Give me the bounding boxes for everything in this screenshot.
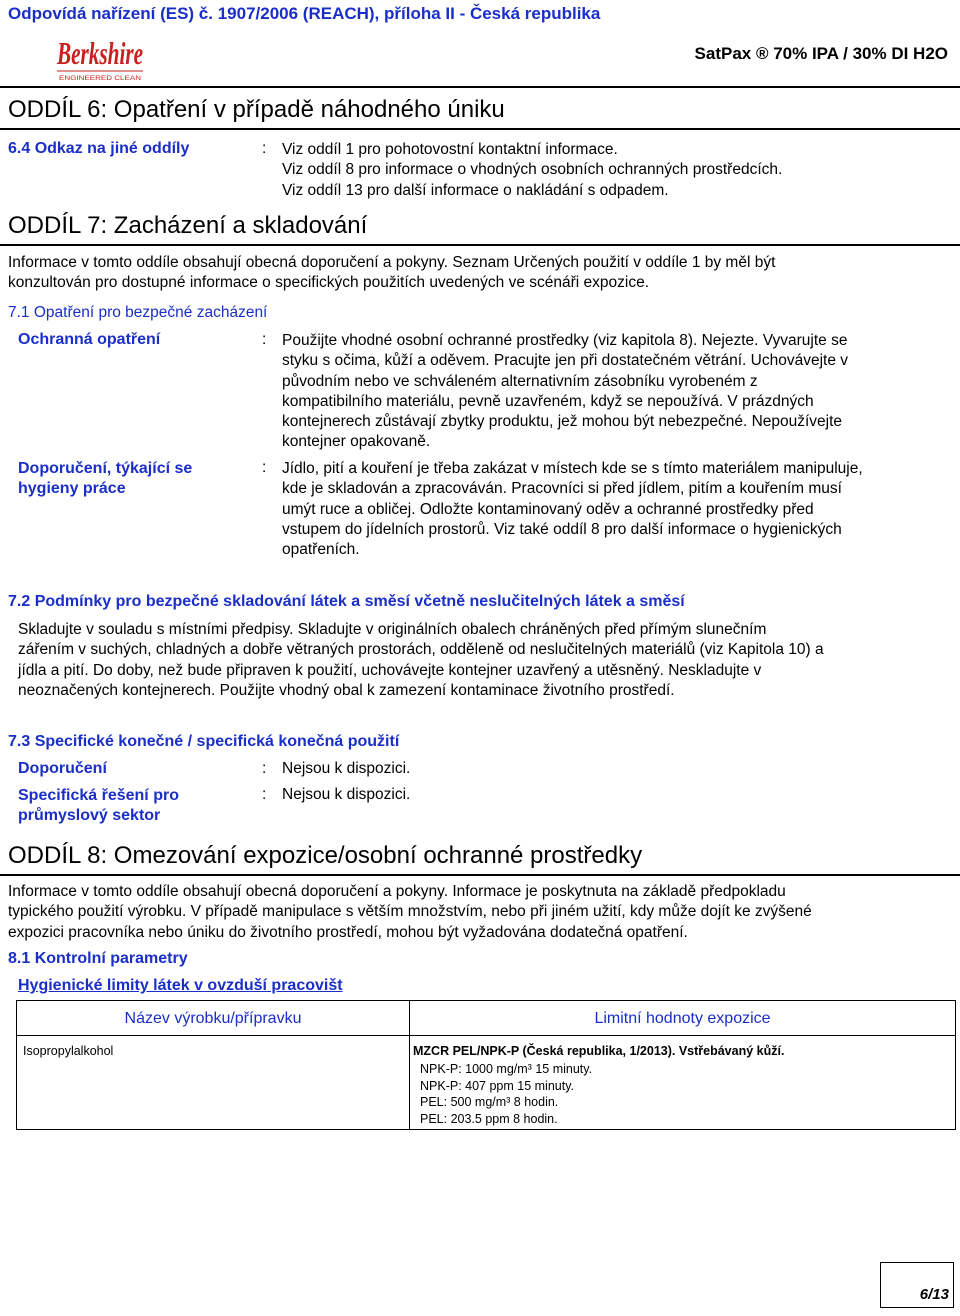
limit-values	[420, 1061, 592, 1127]
svg-text:ENGINEERED CLEAN: ENGINEERED CLEAN	[59, 75, 142, 82]
column-header-product: Název výrobku/přípravku	[124, 1010, 302, 1027]
page-number-box	[880, 1262, 954, 1308]
hygiene-line: opatřeních.	[282, 541, 360, 559]
hygiene-label	[18, 459, 192, 500]
s64-colon: :	[262, 140, 267, 157]
protective-label: Ochranná opatření	[18, 331, 161, 348]
svg-text:Berkshire: Berkshire	[56, 35, 143, 71]
s73-title: 7.3 Specifické konečné / specifická konečná použití	[8, 733, 400, 750]
protective-line: Použijte vhodné osobní ochranné prostředky (viz kapitola 8). Nejezte. Vyvarujte se	[282, 332, 848, 349]
section7-title: ODDÍL 7: Zacházení a skladování	[8, 212, 368, 239]
hygiene-line: kde je skladován a zpracováván. Pracovníci si před jídlem, pitím a kouřením musí	[282, 480, 842, 498]
header-rule	[0, 86, 960, 88]
s64-text	[282, 140, 782, 201]
limit-line: NPK-P: 407 ppm 15 minuty.	[420, 1078, 575, 1093]
protective-line: kontejnerech zůstávají zbytky produktu, jež mohou být nebezpečné. Nepoužívejte	[282, 413, 843, 431]
hygiene-line: vstupem do jídelních prostorů. Viz také oddíl 8 pro další informace o hygienických	[282, 520, 842, 538]
protective-line: kontejner opakovaně.	[282, 433, 431, 451]
hygiene-colon: :	[262, 459, 267, 476]
limit-line: PEL: 203.5 ppm 8 hodin.	[420, 1111, 558, 1126]
s71-title: 7.1 Opatření pro bezpečné zacházení	[8, 304, 268, 321]
product-cell: Isopropylalkohol	[23, 1044, 114, 1058]
page-number: 6/13	[919, 1286, 949, 1303]
product-name: SatPax ® 70% IPA / 30% DI H2O	[694, 44, 948, 63]
hygiene-line: Jídlo, pití a kouření je třeba zakázat v místech kde se s tímto materiálem manipuluje,	[282, 460, 863, 477]
section7-rule	[0, 244, 960, 246]
intro-line: konzultován pro dostupné informace o specifických použitích uvedených ve scénáři expozice.	[8, 274, 650, 292]
limits-title: Hygienické limity látek v ovzduší pracovišt	[18, 977, 343, 994]
s72-line: Skladujte v souladu s místními předpisy. Skladujte v originálních obalech chráněných před přímým slunečním	[18, 621, 767, 638]
intro-line: expozici pracovníka nebo úniku do životního prostředí, mohou být vyžadována dodatečná opatření.	[8, 923, 688, 941]
s72-text	[18, 620, 824, 701]
table-divider-horizontal	[17, 1035, 955, 1036]
section8-rule	[0, 874, 960, 876]
hygiene-label-line: hygieny práce	[18, 480, 126, 498]
s72-line: jídla a pití. Do doby, než bude připraven k použití, uchovávejte kontejner uzavřený a utěsněný. Neskladujte v	[18, 661, 762, 679]
hygiene-label-line: Doporučení, týkající se	[18, 460, 193, 477]
intro-line: typického použití výrobku. V případě manipulace s větším množstvím, nebo při jiném užití, kdy může dojít ke zvýšené	[8, 903, 812, 921]
industrial-label	[18, 786, 179, 827]
industrial-label-line: Specifická řešení pro	[18, 787, 179, 804]
s72-line: neoznačených kontejnerech. Použijte vhodný obal k zamezení kontaminace životního prostředí.	[18, 681, 675, 699]
s72-title: 7.2 Podmínky pro bezpečné skladování látek a směsí včetně neslučitelných látek a směsí	[8, 593, 685, 610]
protective-line: původním nebo ve schváleném alternativním zásobníku vyrobeném z	[282, 372, 758, 390]
section6-title: ODDÍL 6: Opatření v případě náhodného úniku	[8, 96, 505, 123]
s64-line: Viz oddíl 8 pro informace o vhodných osobních ochranných prostředcích.	[282, 161, 783, 179]
section7-intro	[8, 253, 775, 294]
hygiene-text	[282, 459, 863, 560]
section8-title: ODDÍL 8: Omezování expozice/osobní ochranné prostředky	[8, 842, 643, 869]
s72-line: zářením v suchých, chladných a dobře větraných prostorách, odděleně od neslučitelných materiálů (viz Kapitola 10) a	[18, 641, 824, 659]
s64-line: Viz oddíl 1 pro pohotovostní kontaktní informace.	[282, 141, 618, 158]
s81-title: 8.1 Kontrolní parametry	[8, 950, 188, 967]
logo-graphic	[55, 30, 145, 86]
protective-line: kompatibilního materiálu, pevně uzavřeném, když se nepoužívá. V prázdných	[282, 392, 814, 410]
recommendation-colon: :	[262, 760, 267, 777]
recommendation-label: Doporučení	[18, 760, 107, 777]
limit-line: NPK-P: 1000 mg/m³ 15 minuty.	[420, 1062, 593, 1076]
protective-line: styku s očima, kůží a oděvem. Pracujte jen při dostatečném větrání. Uchovávejte v	[282, 352, 849, 370]
berkshire-logo	[55, 30, 145, 86]
s64-label: 6.4 Odkaz na jiné oddíly	[8, 140, 190, 157]
industrial-value: Nejsou k dispozici.	[282, 786, 411, 803]
column-header-limits: Limitní hodnoty expozice	[594, 1010, 771, 1027]
s64-line: Viz oddíl 13 pro další informace o nakládání s odpadem.	[282, 181, 669, 199]
recommendation-value: Nejsou k dispozici.	[282, 760, 411, 777]
limit-header-cell: MZCR PEL/NPK-P (Česká republika, 1/2013). Vstřebávaný kůží.	[413, 1044, 785, 1058]
intro-line: Informace v tomto oddíle obsahují obecná doporučení a pokyny. Seznam Určených použití v oddíle 1 by měl být	[8, 254, 776, 271]
protective-text	[282, 331, 848, 453]
exposure-limits-table	[16, 1000, 956, 1130]
industrial-colon: :	[262, 786, 267, 803]
hygiene-line: umýt ruce a obličej. Odložte kontaminovaný oděv a ochranné prostředky před	[282, 500, 814, 518]
industrial-label-line: průmyslový sektor	[18, 807, 161, 825]
section6-rule	[0, 128, 960, 130]
protective-colon: :	[262, 331, 267, 348]
section8-intro	[8, 882, 812, 943]
intro-line: Informace v tomto oddíle obsahují obecná doporučení a pokyny. Informace je poskytnuta na základě předpokladu	[8, 883, 786, 900]
regulation-header: Odpovídá nařízení (ES) č. 1907/2006 (REACH), příloha II - Česká republika	[8, 4, 601, 23]
limit-line: PEL: 500 mg/m³ 8 hodin.	[420, 1095, 559, 1109]
